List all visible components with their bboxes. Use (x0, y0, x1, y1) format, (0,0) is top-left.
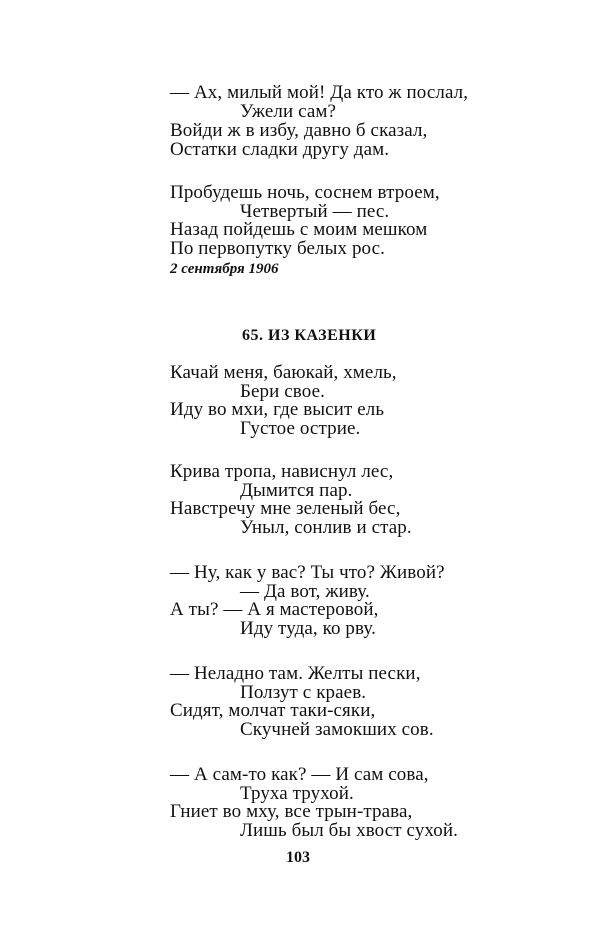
prev-stanza2-line1: Пробудешь ночь, соснем втроем, (170, 182, 440, 203)
stanza4-line4: Скучней замокших сов. (240, 719, 434, 740)
stanza5-line3: Гниет во мху, все трын-трава, (170, 801, 413, 822)
page-number: 103 (286, 849, 310, 866)
stanza1-line1: Качай меня, баюкай, хмель, (170, 362, 397, 383)
prev-stanza1-line2: Ужели сам? (240, 101, 337, 122)
stanza1-line4: Густое острие. (240, 418, 361, 439)
poem-title: 65. ИЗ КАЗЕНКИ (242, 327, 377, 344)
stanza2-line2: Дымится пар. (240, 480, 353, 501)
stanza3-line3: А ты? — А я мастеровой, (170, 599, 379, 620)
stanza2-line4: Уныл, сонлив и стар. (240, 517, 412, 538)
prev-stanza1-line3: Войди ж в избу, давно б сказал, (170, 120, 428, 141)
poem-date: 2 сентября 1906 (170, 261, 279, 277)
prev-stanza2-line3: Назад пойдешь с моим мешком (170, 219, 428, 240)
stanza5-line2: Труха трухой. (240, 783, 354, 804)
prev-stanza1-line4: Остатки сладки другу дам. (170, 139, 390, 160)
stanza5-line1: — А сам-то как? — И сам сова, (170, 764, 429, 785)
stanza3-line4: Иду туда, ко рву. (240, 618, 376, 639)
stanza1-line3: Иду во мхи, где высит ель (170, 399, 385, 420)
stanza4-line3: Сидят, молчат таки-сяки, (170, 700, 376, 721)
prev-stanza2-line4: По первопутку белых рос. (170, 238, 385, 259)
stanza4-line1: — Неладно там. Желты пески, (170, 663, 421, 684)
stanza2-line1: Крива тропа, нависнул лес, (170, 461, 394, 482)
stanza5-line4: Лишь был бы хвост сухой. (240, 820, 459, 841)
stanza3-line1: — Ну, как у вас? Ты что? Живой? (170, 562, 445, 583)
stanza2-line3: Навстречу мне зеленый бес, (170, 498, 401, 519)
prev-stanza1-line1: — Ах, милый мой! Да кто ж послал, (170, 82, 469, 103)
stanza4-line2: Ползут с краев. (240, 682, 367, 703)
stanza3-line2: — Да вот, живу. (240, 581, 370, 602)
stanza1-line2: Бери свое. (240, 381, 325, 402)
prev-stanza2-line2: Четвертый — пес. (240, 201, 390, 222)
